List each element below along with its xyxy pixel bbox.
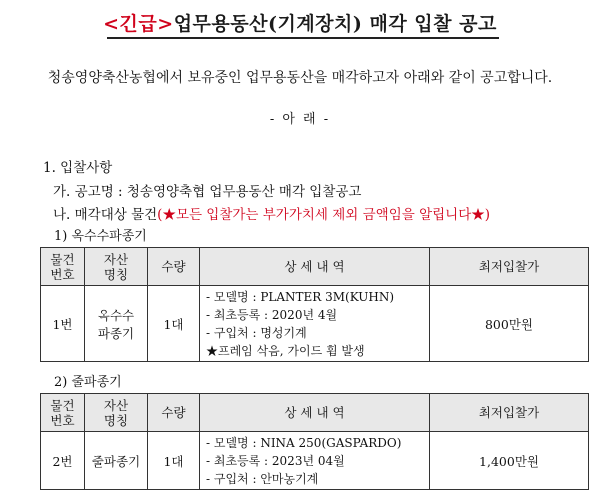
table-row [41, 432, 589, 490]
item-no: 1번 [41, 286, 85, 362]
min-price: 1,400만원 [430, 432, 589, 490]
header-asset-name: 자산 명칭 [85, 248, 148, 286]
table-header-row [41, 394, 589, 432]
section-heading: 1. 입찰사항 [43, 160, 113, 176]
header-item-no: 물건 번호 [41, 394, 85, 432]
urgent-tag: <긴급> [103, 13, 174, 35]
detail-model: - 모델명 : PLANTER 3M(KUHN) [206, 289, 395, 304]
header-asset-name: 자산 명칭 [85, 394, 148, 432]
table-row [41, 286, 589, 362]
item-no: 2번 [41, 432, 85, 490]
quantity: 1대 [148, 432, 200, 490]
detail-vendor: - 구입처 : 명성기계 [206, 325, 307, 340]
detail-first-registered: - 최초등록 : 2023년 04월 [206, 453, 345, 468]
detail-model: - 모델명 : NINA 250(GASPARDO) [206, 435, 402, 450]
sale-items-label: 나. 매각대상 물건 [53, 207, 158, 223]
asset-name: 옥수수 파종기 [85, 286, 148, 362]
title-text: 업무용동산(기계장치) 매각 입찰 공고 [173, 13, 497, 35]
asset-name: 줄파종기 [85, 432, 148, 490]
title-underline [107, 37, 499, 39]
header-min-price: 최저입찰가 [430, 248, 589, 286]
header-detail: 상 세 내 역 [200, 248, 430, 286]
vat-note: (★모든 입찰가는 부가가치세 제외 금액임을 알립니다★) [157, 207, 491, 223]
bid-table-2 [40, 393, 589, 490]
intro-text: 청송영양축산농협에서 보유중인 업무용동산을 매각하고자 아래와 같이 공고합니다. [47, 70, 553, 86]
bid-table-1 [40, 247, 589, 362]
table1-label: 1) 옥수수파종기 [54, 229, 147, 244]
page-title [0, 9, 600, 36]
table-header-row [41, 248, 589, 286]
table2-label: 2) 줄파종기 [54, 375, 122, 390]
section-divider-label: - 아 래 - [269, 112, 331, 127]
detail-vendor: - 구입처 : 안마농기계 [206, 471, 319, 486]
min-price: 800만원 [430, 286, 589, 362]
detail-first-registered: - 최초등록 : 2020년 4월 [206, 307, 338, 322]
header-item-no: 물건 번호 [41, 248, 85, 286]
notice-name-line: 가. 공고명 : 청송영양축협 업무용동산 매각 입찰공고 [53, 184, 362, 200]
sale-items-line [53, 203, 490, 223]
detail-cell [200, 286, 430, 362]
detail-cell [200, 432, 430, 490]
detail-condition-note: ★프레임 삭음, 가이드 휨 발생 [206, 343, 365, 358]
header-quantity: 수량 [148, 394, 200, 432]
header-quantity: 수량 [148, 248, 200, 286]
quantity: 1대 [148, 286, 200, 362]
header-min-price: 최저입찰가 [430, 394, 589, 432]
header-detail: 상 세 내 역 [200, 394, 430, 432]
